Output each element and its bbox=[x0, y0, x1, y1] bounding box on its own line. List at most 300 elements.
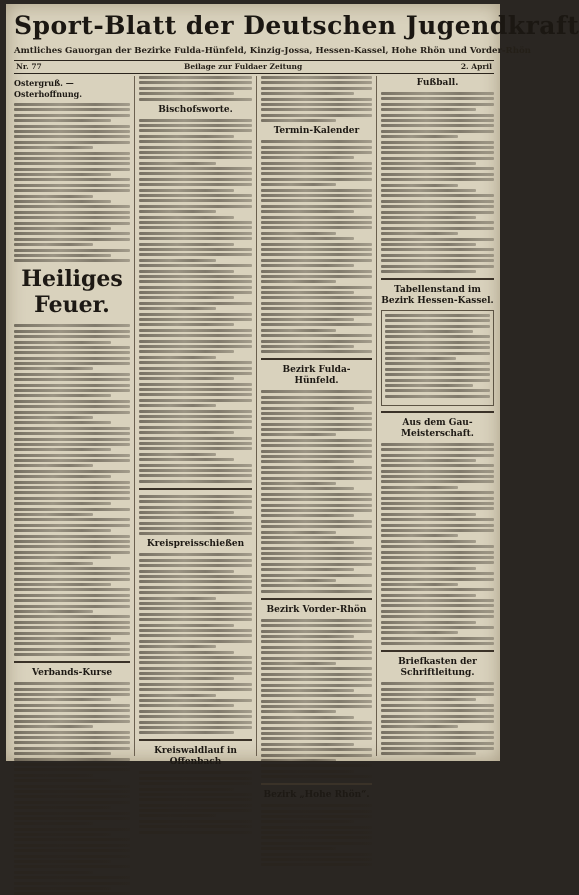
text-line bbox=[385, 362, 490, 365]
text-line bbox=[139, 350, 234, 353]
text-line bbox=[381, 578, 494, 581]
text-line bbox=[381, 124, 494, 127]
text-line bbox=[381, 243, 476, 246]
text-line bbox=[139, 672, 252, 675]
text-line bbox=[14, 162, 130, 165]
text-line bbox=[261, 557, 372, 560]
text-line bbox=[261, 531, 336, 534]
text-line bbox=[14, 475, 111, 478]
text-line bbox=[14, 200, 111, 203]
text-line bbox=[261, 673, 372, 676]
text-line bbox=[14, 243, 93, 246]
text-line bbox=[385, 389, 490, 392]
text-line bbox=[381, 698, 476, 701]
text-line bbox=[261, 810, 372, 813]
text-line bbox=[261, 630, 372, 633]
text-line bbox=[139, 340, 252, 343]
text-line bbox=[261, 727, 372, 730]
text-line bbox=[14, 189, 130, 192]
text-line bbox=[261, 76, 372, 79]
text-line bbox=[14, 513, 93, 516]
text-line bbox=[381, 184, 458, 187]
article-body bbox=[139, 771, 252, 833]
text-line bbox=[139, 788, 234, 791]
text-line bbox=[139, 553, 252, 556]
text-line bbox=[14, 865, 130, 868]
text-line bbox=[261, 842, 372, 845]
text-line bbox=[261, 140, 372, 143]
text-line bbox=[381, 551, 494, 554]
article-body bbox=[261, 619, 372, 778]
text-line bbox=[261, 243, 372, 246]
text-line bbox=[381, 141, 494, 144]
text-line bbox=[14, 545, 130, 548]
text-line bbox=[139, 495, 252, 498]
text-line bbox=[381, 238, 494, 241]
text-line bbox=[261, 444, 372, 447]
section-divider bbox=[381, 278, 494, 280]
text-line bbox=[14, 551, 130, 554]
text-line bbox=[261, 189, 372, 192]
text-line bbox=[381, 265, 494, 268]
text-line bbox=[14, 125, 130, 128]
text-line bbox=[14, 688, 130, 691]
text-line bbox=[14, 682, 130, 685]
article-heading: Termin-Kalender bbox=[273, 126, 360, 137]
text-line bbox=[139, 511, 234, 514]
text-line bbox=[14, 254, 111, 257]
text-line bbox=[14, 464, 93, 467]
article-body bbox=[139, 495, 252, 536]
text-line bbox=[381, 610, 494, 613]
text-line bbox=[261, 396, 372, 399]
text-line bbox=[261, 743, 354, 746]
text-line bbox=[261, 547, 372, 550]
text-line bbox=[139, 825, 252, 828]
text-line bbox=[261, 146, 372, 149]
text-line bbox=[14, 529, 111, 532]
text-line bbox=[14, 720, 130, 723]
text-line bbox=[14, 448, 111, 451]
text-line bbox=[139, 270, 234, 273]
text-line bbox=[14, 443, 130, 446]
text-line bbox=[381, 157, 494, 160]
text-line bbox=[261, 151, 372, 154]
text-line bbox=[139, 602, 252, 605]
text-line bbox=[14, 341, 111, 344]
text-line bbox=[139, 597, 216, 600]
text-line bbox=[139, 372, 252, 375]
text-line bbox=[381, 232, 458, 235]
text-line bbox=[14, 141, 130, 144]
text-line bbox=[14, 389, 130, 392]
text-line bbox=[261, 831, 372, 834]
text-line bbox=[139, 640, 252, 643]
text-line bbox=[139, 205, 252, 208]
text-line bbox=[14, 610, 93, 613]
text-line bbox=[261, 590, 372, 593]
text-line bbox=[14, 817, 130, 820]
text-line bbox=[139, 480, 252, 483]
text-line bbox=[261, 340, 372, 343]
text-line bbox=[381, 561, 494, 564]
text-line bbox=[261, 329, 336, 332]
text-line bbox=[139, 232, 252, 235]
text-line bbox=[381, 534, 458, 537]
text-line bbox=[14, 594, 130, 597]
text-line bbox=[139, 516, 252, 519]
text-line bbox=[385, 379, 490, 382]
text-line bbox=[381, 189, 476, 192]
issue-info-bar bbox=[14, 60, 494, 74]
text-line bbox=[14, 384, 130, 387]
text-line bbox=[14, 470, 130, 473]
text-line bbox=[14, 882, 130, 885]
text-line bbox=[381, 459, 476, 462]
text-line bbox=[139, 313, 252, 316]
text-line bbox=[139, 522, 252, 525]
text-line bbox=[14, 605, 130, 608]
text-line bbox=[139, 259, 216, 262]
text-line bbox=[139, 777, 252, 780]
text-line bbox=[381, 545, 494, 548]
text-line bbox=[14, 887, 111, 890]
text-line bbox=[385, 357, 456, 360]
text-line bbox=[139, 119, 252, 122]
text-line bbox=[261, 863, 372, 866]
text-line bbox=[14, 801, 130, 804]
section-divider bbox=[261, 598, 372, 600]
text-line bbox=[14, 432, 130, 435]
text-line bbox=[14, 205, 130, 208]
column-3 bbox=[261, 76, 372, 801]
text-line bbox=[381, 480, 494, 483]
article-body bbox=[381, 92, 494, 273]
text-line bbox=[261, 514, 354, 517]
text-line bbox=[14, 572, 130, 575]
text-line bbox=[139, 820, 252, 823]
text-line bbox=[261, 678, 372, 681]
text-line bbox=[139, 140, 252, 143]
text-line bbox=[139, 76, 252, 79]
text-line bbox=[381, 205, 494, 208]
text-line bbox=[14, 416, 93, 419]
text-line bbox=[139, 710, 252, 713]
text-line bbox=[385, 341, 490, 344]
text-line bbox=[381, 720, 494, 723]
text-line bbox=[381, 502, 494, 505]
text-line bbox=[14, 184, 130, 187]
text-line bbox=[139, 634, 252, 637]
text-line bbox=[14, 632, 130, 635]
text-line bbox=[139, 793, 252, 796]
text-line bbox=[381, 146, 494, 149]
text-line bbox=[14, 599, 130, 602]
text-line bbox=[14, 779, 111, 782]
text-line bbox=[385, 346, 490, 349]
text-line bbox=[261, 205, 372, 208]
text-line bbox=[139, 661, 252, 664]
column-2 bbox=[139, 76, 252, 768]
text-line bbox=[381, 682, 494, 685]
text-line bbox=[14, 108, 130, 111]
text-line bbox=[381, 497, 494, 500]
text-line bbox=[381, 752, 476, 755]
text-line bbox=[261, 178, 372, 181]
text-line bbox=[261, 114, 372, 117]
text-line bbox=[14, 502, 111, 505]
text-line bbox=[139, 221, 252, 224]
text-line bbox=[139, 253, 252, 256]
text-line bbox=[261, 493, 372, 496]
text-line bbox=[139, 426, 252, 429]
text-line bbox=[261, 754, 372, 757]
text-line bbox=[14, 876, 130, 879]
text-line bbox=[139, 296, 234, 299]
text-line bbox=[139, 162, 216, 165]
text-line bbox=[261, 487, 354, 490]
text-line bbox=[139, 393, 252, 396]
text-line bbox=[14, 227, 111, 230]
text-line bbox=[14, 844, 130, 847]
text-line bbox=[14, 833, 111, 836]
text-line bbox=[139, 500, 252, 503]
text-line bbox=[261, 584, 372, 587]
text-line bbox=[261, 651, 372, 654]
column-rule bbox=[134, 76, 135, 756]
column-rule bbox=[376, 76, 377, 756]
text-line bbox=[381, 135, 458, 138]
text-line bbox=[14, 119, 111, 122]
text-line bbox=[14, 232, 130, 235]
text-line bbox=[261, 194, 372, 197]
text-line bbox=[139, 667, 252, 670]
text-line bbox=[261, 275, 372, 278]
text-line bbox=[14, 556, 111, 559]
text-line bbox=[14, 758, 130, 761]
text-line bbox=[261, 350, 372, 353]
text-line bbox=[14, 421, 111, 424]
text-line bbox=[139, 323, 234, 326]
text-line bbox=[385, 395, 490, 398]
text-line bbox=[139, 469, 252, 472]
text-line bbox=[261, 764, 372, 767]
text-line bbox=[139, 183, 252, 186]
text-line bbox=[261, 536, 372, 539]
text-line bbox=[381, 200, 494, 203]
article-body bbox=[139, 553, 252, 734]
text-line bbox=[261, 108, 372, 111]
text-line bbox=[261, 737, 372, 740]
text-line bbox=[381, 604, 494, 607]
text-line bbox=[14, 562, 93, 565]
text-line bbox=[14, 806, 111, 809]
text-line bbox=[139, 243, 234, 246]
text-line bbox=[261, 646, 372, 649]
text-line bbox=[381, 599, 494, 602]
text-line bbox=[14, 351, 130, 354]
text-line bbox=[14, 822, 93, 825]
text-line bbox=[139, 172, 252, 175]
text-line bbox=[14, 378, 130, 381]
text-line bbox=[261, 853, 372, 856]
text-line bbox=[139, 694, 216, 697]
text-line bbox=[261, 259, 372, 262]
text-line bbox=[385, 314, 490, 317]
text-line bbox=[261, 210, 354, 213]
text-line bbox=[261, 466, 372, 469]
text-line bbox=[261, 264, 354, 267]
text-line bbox=[261, 694, 372, 697]
text-line bbox=[139, 527, 252, 530]
text-line bbox=[261, 270, 372, 273]
text-line bbox=[139, 345, 252, 348]
text-line bbox=[381, 731, 494, 734]
text-line bbox=[261, 423, 372, 426]
text-line bbox=[139, 383, 252, 386]
text-line bbox=[14, 812, 130, 815]
text-line bbox=[14, 725, 93, 728]
text-line bbox=[139, 404, 216, 407]
text-line bbox=[261, 226, 372, 229]
text-line bbox=[14, 763, 130, 766]
text-line bbox=[14, 790, 130, 793]
text-line bbox=[261, 167, 372, 170]
text-line bbox=[14, 411, 130, 414]
text-line bbox=[139, 420, 252, 423]
article-heading: Aus dem Gau-Meisterschaft. bbox=[401, 417, 474, 439]
text-line bbox=[14, 152, 130, 155]
text-line bbox=[14, 497, 130, 500]
text-line bbox=[139, 216, 234, 219]
text-line bbox=[261, 770, 354, 773]
text-line bbox=[14, 615, 130, 618]
text-line bbox=[261, 302, 372, 305]
text-line bbox=[14, 567, 130, 570]
section-divider bbox=[381, 650, 494, 652]
text-line bbox=[139, 264, 252, 267]
text-line bbox=[381, 221, 494, 224]
text-line bbox=[261, 732, 372, 735]
text-line bbox=[139, 388, 252, 391]
text-line bbox=[139, 580, 252, 583]
text-line bbox=[139, 586, 252, 589]
text-line bbox=[261, 237, 354, 240]
text-line bbox=[381, 567, 476, 570]
text-line bbox=[261, 156, 354, 159]
text-line bbox=[261, 248, 372, 251]
text-line bbox=[381, 742, 494, 745]
article-body bbox=[261, 76, 372, 122]
text-line bbox=[139, 178, 252, 181]
text-line bbox=[261, 579, 336, 582]
text-line bbox=[261, 401, 372, 404]
article-body bbox=[261, 804, 372, 866]
text-line bbox=[381, 747, 494, 750]
text-line bbox=[261, 323, 372, 326]
text-line bbox=[139, 302, 252, 305]
text-line bbox=[381, 594, 476, 597]
text-line bbox=[261, 313, 372, 316]
text-line bbox=[139, 688, 252, 691]
text-line bbox=[381, 583, 458, 586]
text-line bbox=[261, 280, 336, 283]
text-line bbox=[14, 626, 130, 629]
text-line bbox=[381, 162, 476, 165]
text-line bbox=[261, 460, 354, 463]
text-line bbox=[261, 657, 372, 660]
text-line bbox=[261, 199, 372, 202]
text-line bbox=[261, 858, 372, 861]
text-line bbox=[139, 280, 252, 283]
text-line bbox=[14, 709, 130, 712]
text-line bbox=[14, 524, 130, 527]
text-line bbox=[139, 194, 252, 197]
text-line bbox=[381, 507, 494, 510]
text-line bbox=[14, 637, 111, 640]
text-line bbox=[14, 357, 130, 360]
text-line bbox=[14, 178, 130, 181]
text-line bbox=[139, 575, 252, 578]
text-line bbox=[139, 415, 252, 418]
text-line bbox=[261, 662, 336, 665]
text-line bbox=[14, 752, 111, 755]
text-line bbox=[139, 334, 252, 337]
text-line bbox=[139, 275, 252, 278]
text-line bbox=[261, 563, 372, 566]
text-line bbox=[261, 253, 372, 256]
text-line bbox=[261, 407, 354, 410]
text-line bbox=[14, 491, 130, 494]
text-line bbox=[381, 491, 494, 494]
text-line bbox=[261, 450, 372, 453]
text-line bbox=[139, 699, 252, 702]
text-line bbox=[14, 855, 130, 858]
text-line bbox=[385, 352, 490, 355]
text-line bbox=[385, 319, 490, 322]
text-line bbox=[261, 286, 372, 289]
article-heading: Bischofsworte. bbox=[158, 104, 233, 115]
article-heading: Bezirk Vorder-Rhön bbox=[266, 604, 367, 615]
text-line bbox=[14, 459, 130, 462]
section-divider bbox=[381, 411, 494, 413]
text-line bbox=[261, 541, 354, 544]
column-4 bbox=[381, 76, 494, 756]
text-line bbox=[261, 482, 336, 485]
article-body bbox=[14, 103, 130, 262]
text-line bbox=[14, 222, 130, 225]
text-line bbox=[261, 417, 372, 420]
text-line bbox=[261, 172, 372, 175]
text-line bbox=[14, 849, 130, 852]
text-line bbox=[139, 591, 252, 594]
text-line bbox=[14, 774, 93, 777]
column-rule bbox=[256, 76, 257, 756]
standings-table bbox=[381, 310, 494, 406]
text-line bbox=[261, 710, 336, 713]
text-line bbox=[261, 574, 372, 577]
text-line bbox=[14, 238, 130, 241]
text-line bbox=[381, 248, 494, 251]
text-line bbox=[139, 98, 252, 101]
text-line bbox=[139, 189, 234, 192]
text-line bbox=[381, 114, 494, 117]
text-line bbox=[261, 318, 354, 321]
text-line bbox=[139, 92, 234, 95]
text-line bbox=[381, 631, 458, 634]
text-line bbox=[261, 700, 372, 703]
text-line bbox=[381, 119, 494, 122]
